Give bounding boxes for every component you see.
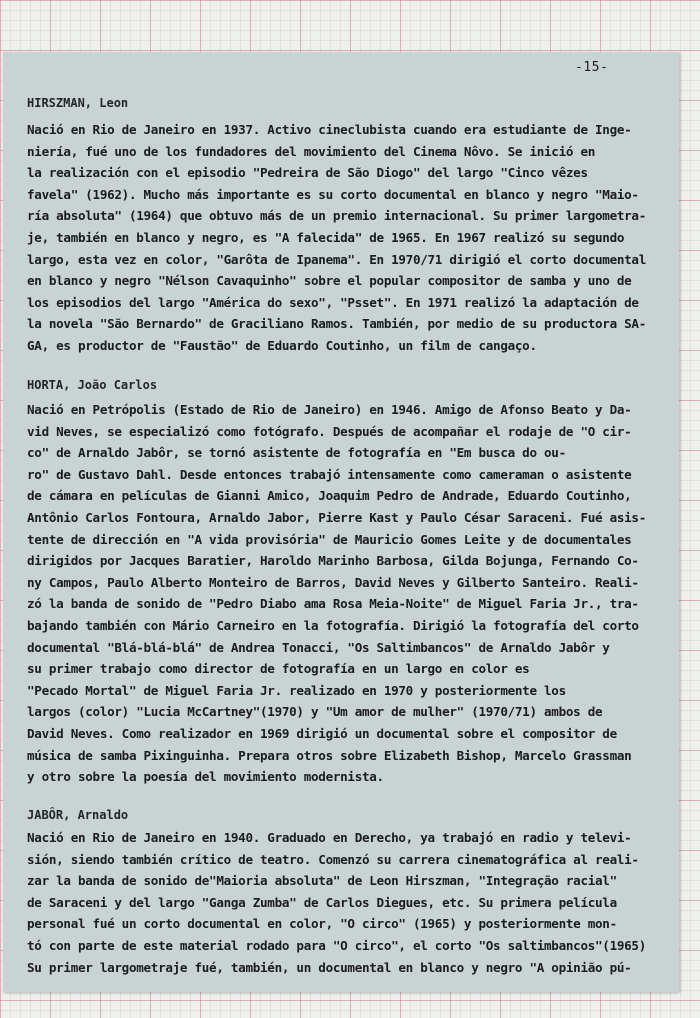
text-line: Nació en Rio de Janeiro en 1937. Activo cineclubista cuando era estudiante de Inge-: [27, 122, 632, 137]
text-line: niería, fué uno de los fundadores del movimiento del Cinema Nôvo. Se inició en: [27, 143, 596, 159]
text-line: GA, es productor de "Faustão" de Eduardo Coutinho, un film de cangaço.: [27, 337, 537, 353]
text-line: tó con parte de este material rodado para "O circo", el corto "Os saltimbancos"(1965): [27, 937, 646, 953]
text-line: ny Campos, Paulo Alberto Monteiro de Barros, David Neves y Gilberto Santeiro. Reali-: [27, 574, 639, 590]
text-line: su primer trabajo como director de fotografía en un largo en color es: [27, 661, 530, 677]
text-line: Antônio Carlos Fontoura, Arnaldo Jabor, Pierre Kast y Paulo César Saraceni. Fué asis-: [27, 509, 646, 525]
section-heading-horta: HORTA, João Carlos: [27, 378, 158, 392]
text-line: Nació en Petrópolis (Estado de Rio de Janeiro) en 1946. Amigo de Afonso Beato y Da-: [27, 402, 632, 417]
text-line: la realización con el episodio "Pedreira de São Diogo" del largo "Cinco vêzes: [27, 165, 588, 181]
text-line: co" de Arnaldo Jabôr, se tornó asistente de fotografía en "Em busca do ou-: [27, 445, 566, 461]
text-line: bajando también con Mário Carneiro en la fotografía. Dirigió la fotografía del corto: [27, 617, 639, 633]
text-line: Su primer largometraje fué, también, un documental en blanco y negro "A opinião pú-: [27, 959, 632, 975]
text-line: de cámara en películas de Gianni Amico, Joaquim Pedro de Andrade, Eduardo Coutinho,: [27, 488, 632, 504]
text-line: David Neves. Como realizador en 1969 dirigió un documental sobre el compositor de: [27, 725, 617, 741]
text-line: de Saraceni y del largo "Ganga Zumba" de Carlos Diegues, etc. Su primera película: [27, 894, 617, 910]
text-line: largo, esta vez en color, "Garôta de Ipanema". En 1970/71 dirigió el corto documental: [27, 251, 646, 267]
text-line: ría absoluta" (1964) que obtuvo más de un premio internacional. Su primer largometra-: [27, 208, 646, 224]
text-line: los episodios del largo "América do sexo", "Psset". En 1971 realizó la adaptación de: [27, 294, 639, 310]
text-line: documental "Blá-blá-blá" de Andrea Tonacci, "Os Saltimbancos" de Arnaldo Jabôr y: [27, 639, 610, 655]
text-line: vid Neves, se especializó como fotógrafo. Después de acompañar el rodaje de "O cir-: [27, 423, 632, 439]
section-heading-hirszman: HIRSZMAN, Leon: [27, 96, 129, 110]
text-line: largos (color) "Lucia McCartney"(1970) y "Um amor de mulher" (1970/71) ambos de: [27, 704, 603, 720]
text-line: tente de dirección en "A vida provisória" de Mauricio Gomes Leite y de documentales: [27, 531, 632, 547]
text-line: zar la banda de sonido de"Maioria absoluta" de Leon Hirszman, "Integração racial": [27, 873, 617, 889]
text-line: en blanco y negro "Nélson Cavaquinho" sobre el popular compositor de samba y uno de: [27, 273, 632, 289]
section-body-horta: [27, 399, 677, 788]
text-line: dirigidos por Jacques Baratier, Haroldo Marinho Barbosa, Gilda Bojunga, Fernando Co-: [27, 553, 639, 569]
text-line: sión, siendo también crítico de teatro. Comenzó su carrera cinematográfica al reali-: [27, 851, 639, 867]
text-line: favela" (1962). Mucho más importante es su corto documental en blanco y negro "Maio-: [27, 186, 639, 202]
typed-page: [3, 52, 679, 992]
text-line: y otro sobre la poesía del movimiento modernista.: [27, 769, 384, 785]
text-line: personal fué un corto documental en color, "O circo" (1965) y posteriormente mon-: [27, 916, 617, 932]
text-line: "Pecado Mortal" de Miguel Faria Jr. realizado en 1970 y posteriormente los: [27, 682, 566, 698]
text-line: zó la banda de sonido de "Pedro Diabo ama Rosa Meia-Noite" de Miguel Faria Jr., tra-: [27, 596, 639, 612]
page-number: -15-: [575, 60, 609, 75]
section-heading-jabor: JABÔR, Arnaldo: [27, 808, 129, 822]
text-line: je, también en blanco y negro, es "A falecida" de 1965. En 1967 realizó su segundo: [27, 229, 625, 245]
section-body-jabor: [27, 827, 677, 978]
text-line: música de samba Pixinguinha. Prepara otros sobre Elizabeth Bishop, Marcelo Grassman: [27, 747, 632, 763]
text-line: Nació en Rio de Janeiro en 1940. Graduado en Derecho, ya trabajó en radio y televi-: [27, 830, 632, 845]
text-line: ro" de Gustavo Dahl. Desde entonces trabajó intensamente como cameraman o asistente: [27, 466, 632, 482]
section-body-hirszman: [27, 119, 677, 357]
text-line: la novela "São Bernardo" de Graciliano Ramos. También, por medio de su productora SA-: [27, 316, 646, 332]
